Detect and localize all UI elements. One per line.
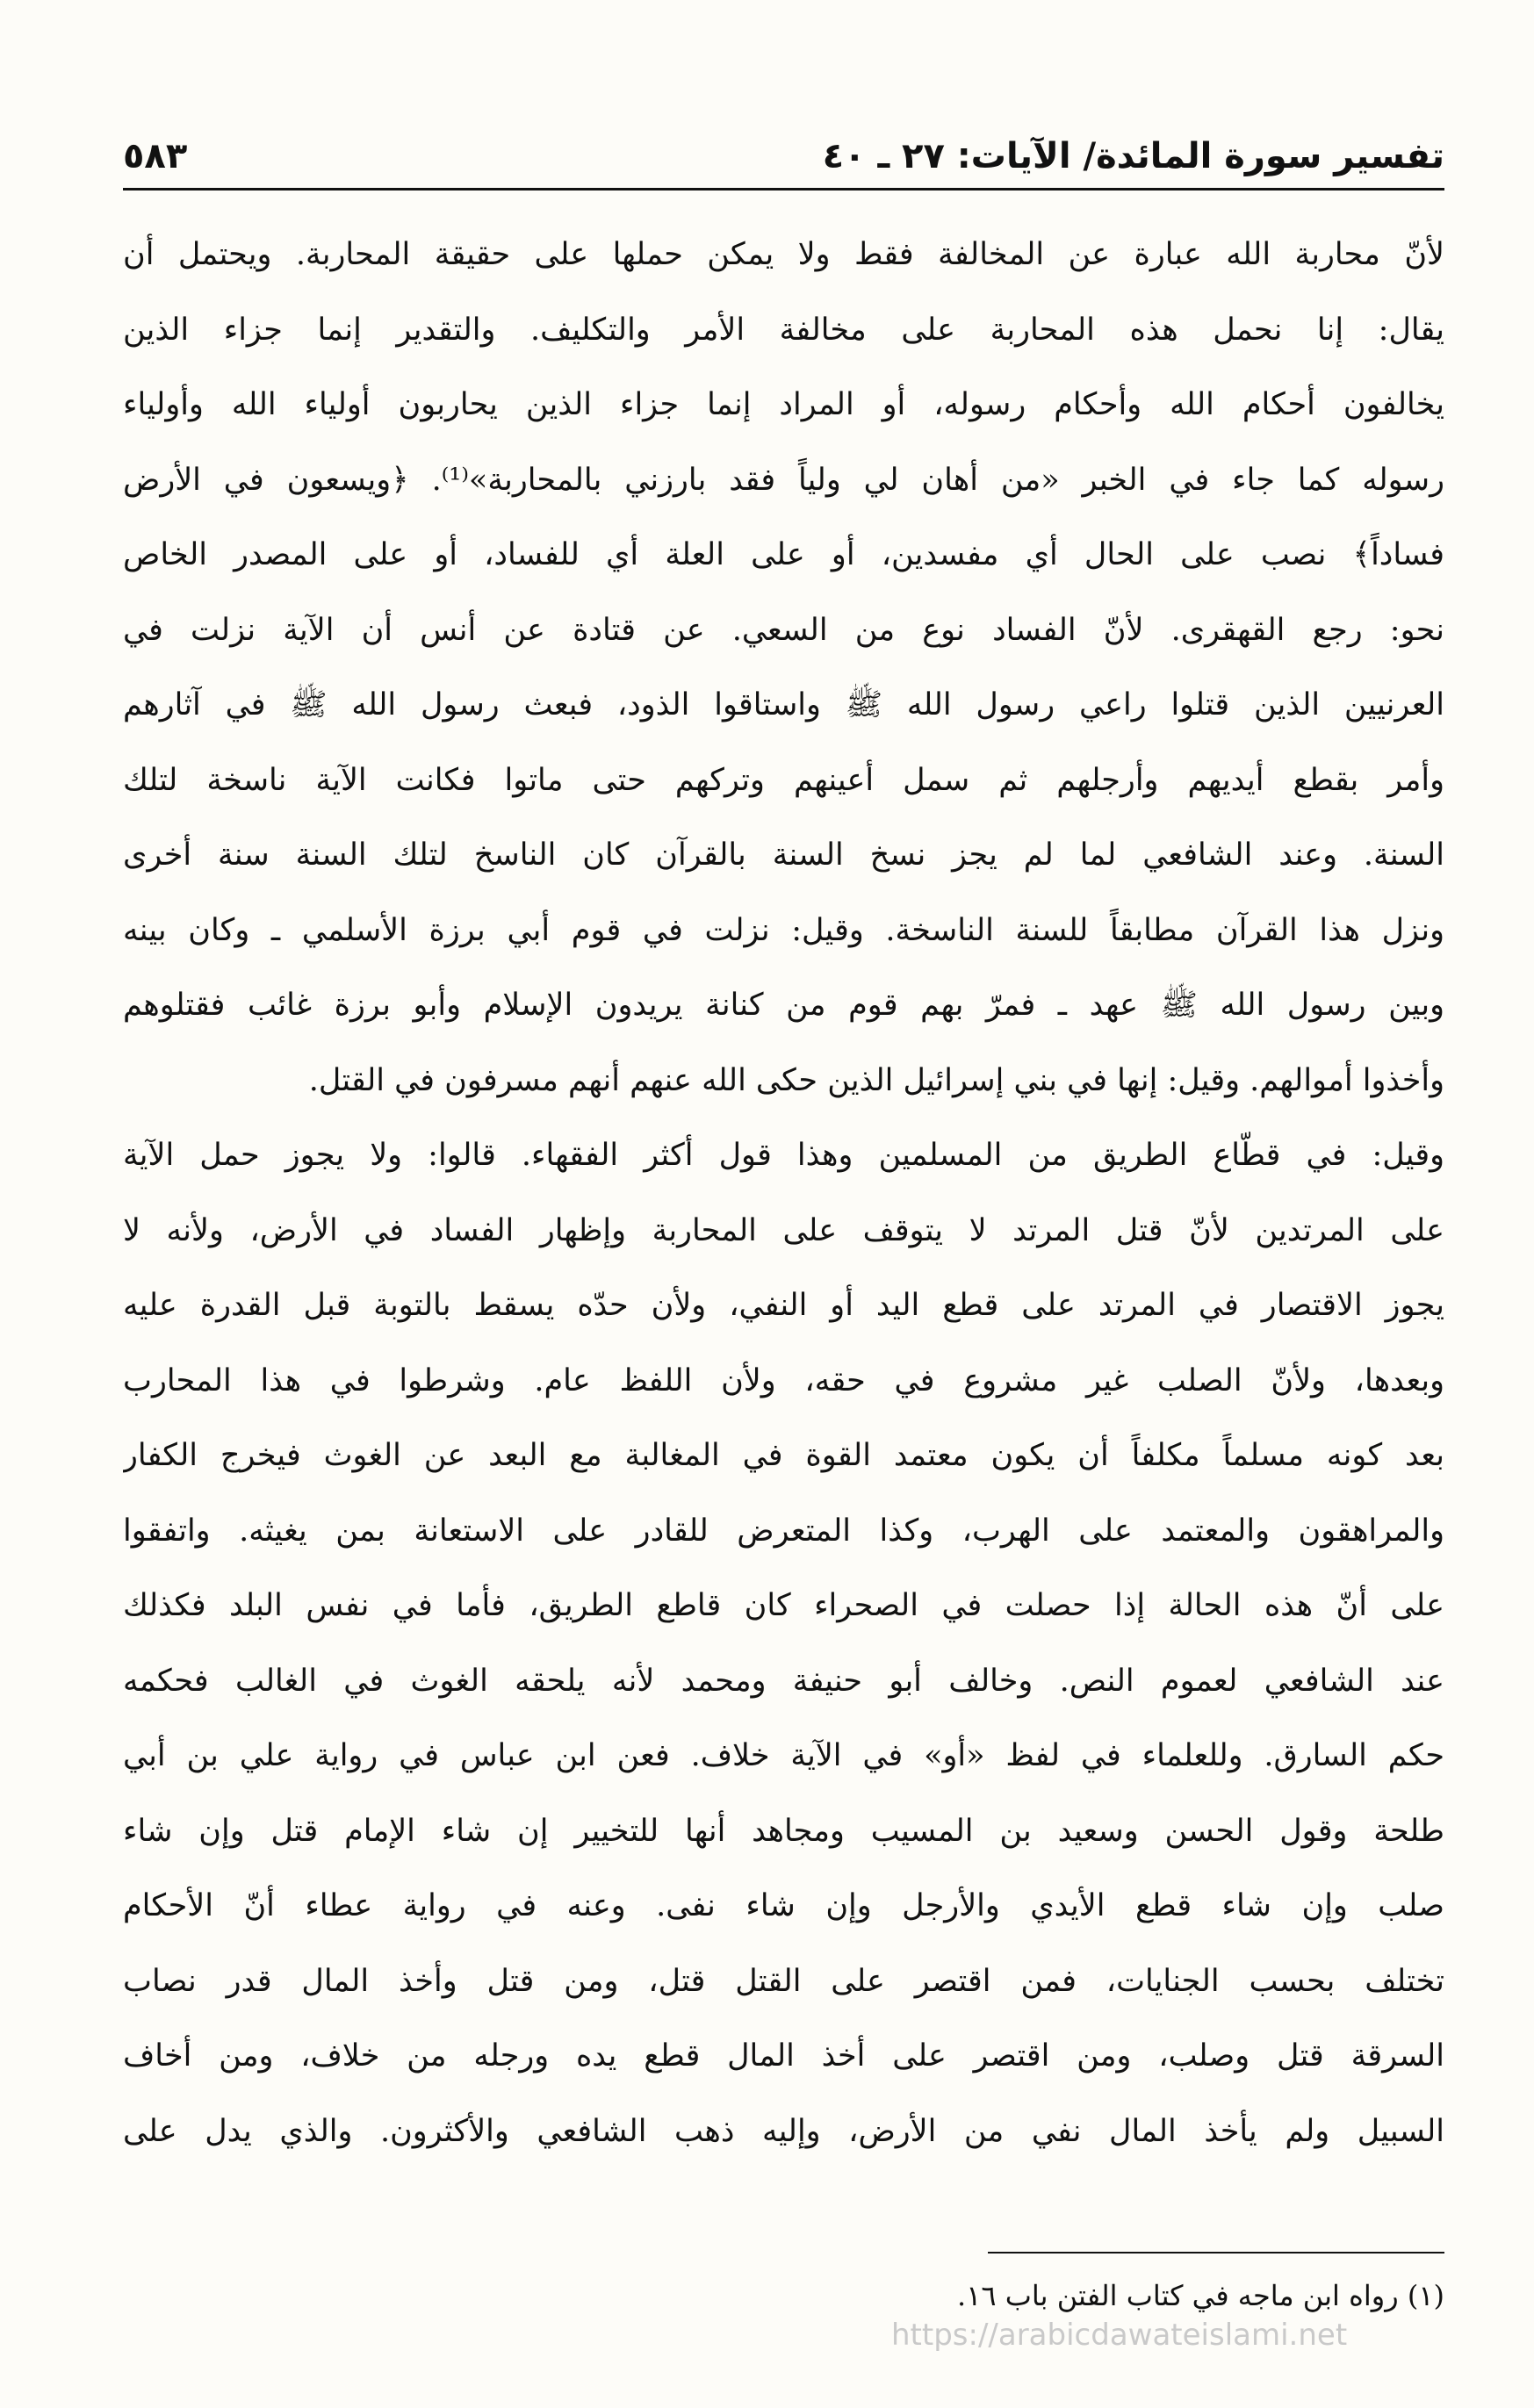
text-line: حكم السارق. وللعلماء في لفظ «أو» في الآية خلاف. فعن ابن عباس في رواية علي بن أبي (123, 1738, 1444, 1773)
page-number: ٥٨٣ (123, 136, 188, 176)
text-line: العرنيين الذين قتلوا راعي رسول الله ﷺ واستاقوا الذود، فبعث رسول الله ﷺ في آثارهم (123, 687, 1444, 722)
text-line: السرقة قتل وصلب، ومن اقتصر على أخذ المال قطع يده ورجله من خلاف، ومن أخاف (123, 2038, 1444, 2074)
text-line: السنة. وعند الشافعي لما لم يجز نسخ السنة بالقرآن كان الناسخ لتلك السنة سنة أخرى (123, 837, 1444, 873)
header-divider (123, 188, 1444, 190)
main-text (123, 218, 1444, 2169)
text-line: بعد كونه مسلماً مكلفاً أن يكون معتمد القوة في المغالبة مع البعد عن الغوث فيخرج الكفار (123, 1438, 1444, 1473)
text-line: رسوله كما جاء في الخبر «من أهان لي ولياً فقد بارزني بالمحاربة»⁽¹⁾. ﴿ويسعون في الأرض (123, 462, 1444, 498)
text-line: وقيل: في قطّاع الطريق من المسلمين وهذا قول أكثر الفقهاء. قالوا: ولا يجوز حمل الآية (123, 1138, 1444, 1173)
text-line: تختلف بحسب الجنايات، فمن اقتصر على القتل قتل، ومن قتل وأخذ المال قدر نصاب (123, 1963, 1444, 1999)
text-line: وأمر بقطع أيديهم وأرجلهم ثم سمل أعينهم وتركهم حتى ماتوا فكانت الآية ناسخة لتلك (123, 762, 1444, 798)
text-line: وأخذوا أموالهم. وقيل: إنها في بني إسرائيل الذين حكى الله عنهم أنهم مسرفون في القتل. (308, 1062, 1444, 1098)
footnote-divider (988, 2252, 1444, 2253)
footnote: (١) رواه ابن ماجه في كتاب الفتن باب ١٦. (957, 2279, 1444, 2312)
text-line: على المرتدين لأنّ قتل المرتد لا يتوقف على المحاربة وإظهار الفساد في الأرض، ولأنه لا (123, 1212, 1444, 1248)
running-header (123, 132, 1444, 193)
text-line: ونزل هذا القرآن مطابقاً للسنة الناسخة. وقيل: نزلت في قوم أبي برزة الأسلمي ـ وكان بينه (123, 912, 1444, 948)
text-line: فساداً﴾ نصب على الحال أي مفسدين، أو على العلة أي للفساد، أو على المصدر الخاص (123, 537, 1444, 572)
text-line: يخالفون أحكام الله وأحكام رسوله، أو المراد إنما جزاء الذين يحاربون أولياء الله وأولياء (123, 387, 1444, 422)
text-line: نحو: رجع القهقرى. لأنّ الفساد نوع من السعي. عن قتادة عن أنس أن الآية نزلت في (123, 612, 1444, 648)
text-line: صلب وإن شاء قطع الأيدي والأرجل وإن شاء نفى. وعنه في رواية عطاء أنّ الأحكام (123, 1888, 1444, 1923)
watermark-url: https://arabicdawateislami.net (891, 2318, 1348, 2353)
text-line: وبين رسول الله ﷺ عهد ـ فمرّ بهم قوم من كنانة يريدون الإسلام وأبو برزة غائب فقتلوهم (123, 988, 1444, 1023)
text-line: والمراهقون والمعتمد على الهرب، وكذا المتعرض للقادر على الاستعانة بمن يغيثه. واتفقوا (123, 1513, 1444, 1549)
text-line: يجوز الاقتصار في المرتد على قطع اليد أو النفي، ولأن حدّه يسقط بالتوبة قبل القدرة عليه (123, 1288, 1444, 1323)
text-line: يقال: إنا نحمل هذه المحاربة على مخالفة الأمر والتكليف. والتقدير إنما جزاء الذين (123, 312, 1444, 348)
text-line: طلحة وقول الحسن وسعيد بن المسيب ومجاهد أنها للتخيير إن شاء الإمام قتل وإن شاء (123, 1813, 1444, 1849)
text-line: على أنّ هذه الحالة إذا حصلت في الصحراء كان قاطع الطريق، فأما في نفس البلد فكذلك (123, 1588, 1444, 1623)
text-line: عند الشافعي لعموم النص. وخالف أبو حنيفة ومحمد لأنه يلحقه الغوث في الغالب فحكمه (123, 1663, 1444, 1699)
text-line: السبيل ولم يأخذ المال نفي من الأرض، وإليه ذهب الشافعي والأكثرون. والذي يدل على (123, 2113, 1444, 2149)
text-line: وبعدها، ولأنّ الصلب غير مشروع في حقه، ولأن اللفظ عام. وشرطوا في هذا المحارب (123, 1362, 1444, 1398)
text-line: لأنّ محاربة الله عبارة عن المخالفة فقط ولا يمكن حملها على حقيقة المحاربة. ويحتمل أن (123, 237, 1444, 272)
chapter-title: تفسير سورة المائدة/ الآيات: ٢٧ ـ ٤٠ (822, 136, 1444, 176)
